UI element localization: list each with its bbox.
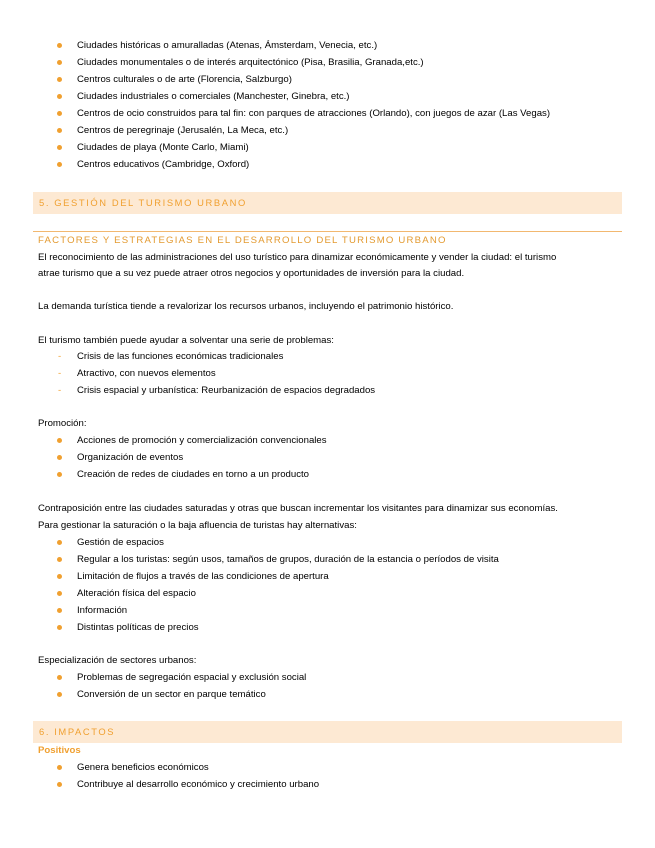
bullet-icon: [57, 557, 62, 562]
list-item: [0, 586, 655, 602]
bullet-icon: [57, 591, 62, 596]
bullet-icon: [57, 675, 62, 680]
paragraph-line: [0, 333, 655, 349]
list-item: [0, 366, 655, 382]
dash-icon: -: [58, 385, 62, 396]
list-item-text: Centros de peregrinaje (Jerusalén, La Meca, etc.): [77, 125, 289, 136]
list-item-text: Gestión de espacios: [77, 537, 164, 548]
list-item: [0, 106, 655, 122]
list-item-text: Genera beneficios económicos: [77, 762, 209, 773]
bullet-icon: [57, 60, 62, 65]
list-item-text: Problemas de segregación espacial y exclusión social: [77, 672, 307, 683]
list-item-text: Crisis espacial y urbanística: Reurbanización de espacios degradados: [77, 385, 376, 396]
paragraph-text: atrae turismo que a su vez puede atraer otros negocios y oportunidades de inversión para la ciudad.: [38, 268, 465, 279]
list-item-text: Ciudades de playa (Monte Carlo, Miami): [77, 142, 249, 153]
bullet-icon: [57, 438, 62, 443]
bullet-icon: [57, 128, 62, 133]
list-item: [0, 552, 655, 568]
paragraph-text: La demanda turística tiende a revalorizar los recursos urbanos, incluyendo el patrimonio histórico.: [38, 301, 454, 312]
list-item: [0, 38, 655, 54]
list-item: [0, 777, 655, 793]
list-item-text: Acciones de promoción y comercialización convencionales: [77, 435, 327, 446]
paragraph-line: [0, 518, 655, 534]
list-item-text: Ciudades históricas o amuralladas (Atenas, Ámsterdam, Venecia, etc.): [77, 40, 378, 51]
bullet-icon: [57, 625, 62, 630]
divider: [33, 231, 622, 232]
list-item-text: Centros culturales o de arte (Florencia, Salzburgo): [77, 74, 292, 85]
section-6-title: 6. IMPACTOS: [39, 726, 116, 737]
bullet-icon: [57, 472, 62, 477]
list-item-text: Información: [77, 605, 128, 616]
list-item-text: Conversión de un sector en parque temático: [77, 689, 266, 700]
list-item: [0, 569, 655, 585]
bullet-icon: [57, 540, 62, 545]
bullet-icon: [57, 145, 62, 150]
bullet-icon: [57, 574, 62, 579]
list-item-text: Organización de eventos: [77, 452, 184, 463]
paragraph-line: [0, 501, 655, 517]
bullet-icon: [57, 77, 62, 82]
bullet-icon: [57, 94, 62, 99]
paragraph-line: [0, 653, 655, 669]
paragraph-line: [0, 250, 655, 266]
list-item-text: Ciudades monumentales o de interés arquitectónico (Pisa, Brasilia, Granada,etc.): [77, 57, 424, 68]
list-item: [0, 89, 655, 105]
paragraph-text: El reconocimiento de las administraciones del uso turístico para dinamizar económicamente y vender la ciudad: el turismo: [38, 252, 557, 263]
paragraph-text: El turismo también puede ayudar a solventar una serie de problemas:: [38, 335, 334, 346]
paragraph-text: Para gestionar la saturación o la baja afluencia de turistas hay alternativas:: [38, 520, 357, 531]
list-item: [0, 383, 655, 399]
dash-icon: -: [58, 368, 62, 379]
paragraph-line: [0, 299, 655, 315]
section-heading-band: [33, 721, 622, 743]
bullet-icon: [57, 162, 62, 167]
list-item-text: Creación de redes de ciudades en torno a un producto: [77, 469, 310, 480]
list-item-text: Centros educativos (Cambridge, Oxford): [77, 159, 250, 170]
section-5-title: 5. GESTIÓN DEL TURISMO URBANO: [39, 197, 247, 208]
list-item: [0, 349, 655, 365]
list-item: [0, 433, 655, 449]
bullet-icon: [57, 765, 62, 770]
list-item-text: Distintas políticas de precios: [77, 622, 199, 633]
list-item: [0, 603, 655, 619]
list-item-text: Atractivo, con nuevos elementos: [77, 368, 216, 379]
list-item: [0, 55, 655, 71]
subheading: FACTORES Y ESTRATEGIAS EN EL DESARROLLO DEL TURISMO URBANO: [38, 235, 447, 246]
bullet-icon: [57, 608, 62, 613]
bullet-icon: [57, 782, 62, 787]
list-item-text: Ciudades industriales o comerciales (Manchester, Ginebra, etc.): [77, 91, 350, 102]
positives-label: Positivos: [38, 745, 81, 756]
paragraph-text: Especialización de sectores urbanos:: [38, 655, 197, 666]
bullet-icon: [57, 455, 62, 460]
list-item-text: Contribuye al desarrollo económico y crecimiento urbano: [77, 779, 320, 790]
list-item: [0, 535, 655, 551]
subheading-row: [0, 233, 655, 249]
list-item: [0, 140, 655, 156]
list-item: [0, 72, 655, 88]
paragraph-line: [0, 416, 655, 432]
list-item: [0, 123, 655, 139]
list-item: [0, 450, 655, 466]
paragraph-text: Promoción:: [38, 418, 87, 429]
list-item: [0, 670, 655, 686]
list-item: [0, 620, 655, 636]
label-row: [0, 743, 655, 759]
list-item: [0, 467, 655, 483]
list-item-text: Alteración física del espacio: [77, 588, 196, 599]
bullet-icon: [57, 111, 62, 116]
bullet-icon: [57, 692, 62, 697]
bullet-icon: [57, 43, 62, 48]
list-item-text: Limitación de flujos a través de las condiciones de apertura: [77, 571, 329, 582]
list-item: [0, 157, 655, 173]
dash-icon: -: [58, 351, 62, 362]
list-item: [0, 687, 655, 703]
paragraph-text: Contraposición entre las ciudades saturadas y otras que buscan incrementar los visitantes para dinamizar sus economías.: [38, 503, 558, 514]
list-item-text: Centros de ocio construidos para tal fin: con parques de atracciones (Orlando), con juegos de azar (Las Vegas): [77, 108, 551, 119]
section-heading-band: [33, 192, 622, 214]
list-item-text: Crisis de las funciones económicas tradicionales: [77, 351, 284, 362]
list-item: [0, 760, 655, 776]
list-item-text: Regular a los turistas: según usos, tamaños de grupos, duración de la estancia o períodos de visita: [77, 554, 499, 565]
paragraph-line: [0, 266, 655, 282]
